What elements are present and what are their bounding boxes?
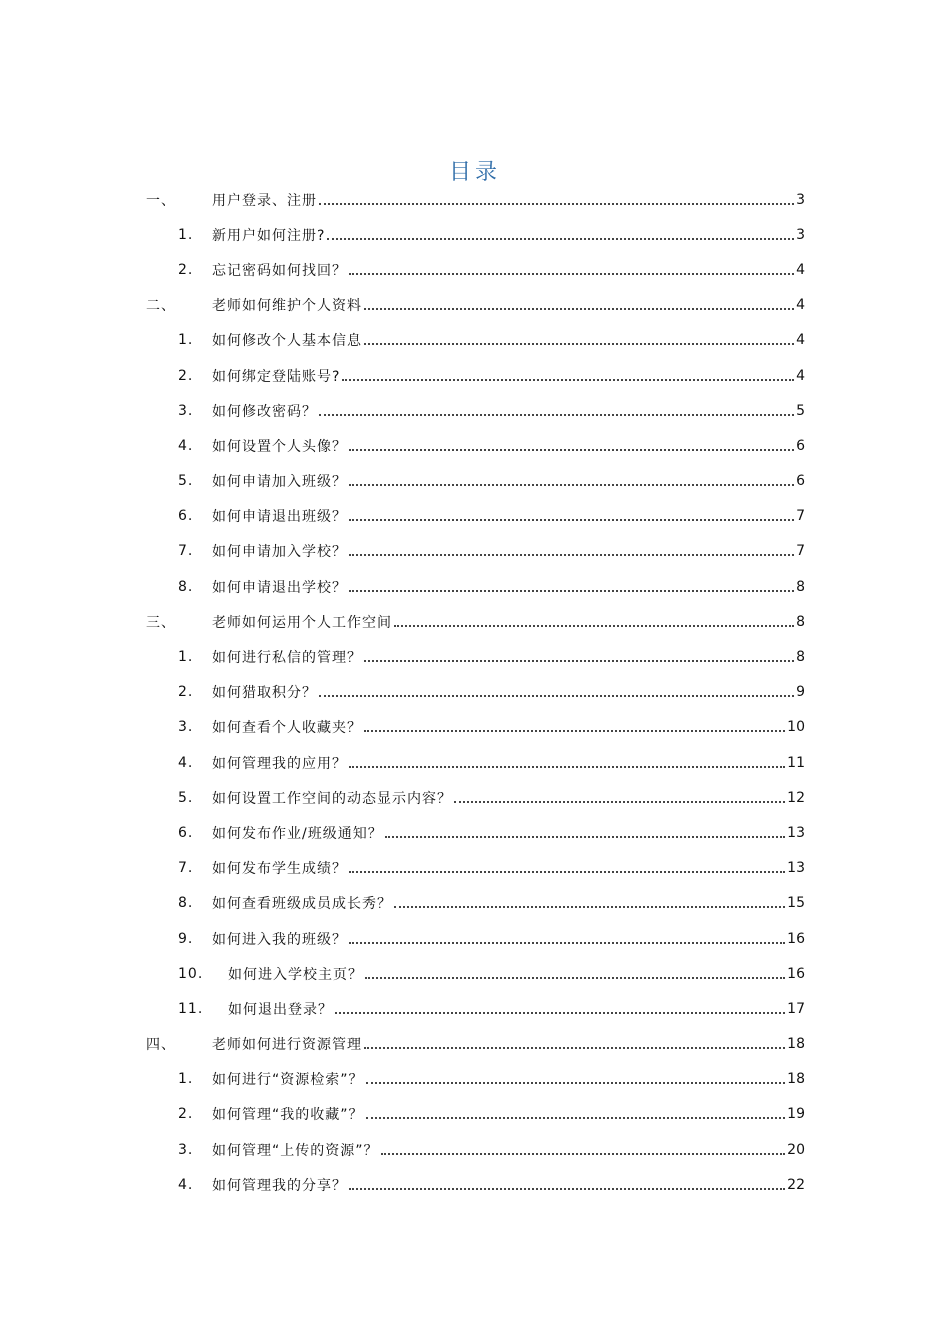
toc-entry-number: 7.	[178, 860, 194, 877]
toc-entry-number: 4.	[178, 1176, 194, 1193]
toc-entry-page: 4	[796, 297, 805, 314]
toc-entry-title[interactable]: 如何进行私信的管理？	[212, 650, 362, 667]
toc-entry[interactable]	[0, 604, 950, 639]
toc-entry-title[interactable]: 如何修改密码？	[212, 403, 317, 420]
toc-entry-title[interactable]: 如何修改个人基本信息	[212, 333, 362, 350]
toc-entry-number: 四、	[146, 1037, 176, 1054]
toc-entry[interactable]	[0, 358, 950, 393]
toc-entry-page: 4	[796, 332, 805, 349]
toc-dot-leader	[319, 203, 794, 205]
toc-entry[interactable]	[0, 288, 950, 323]
toc-dot-leader	[454, 801, 785, 803]
toc-entry[interactable]	[0, 639, 950, 674]
toc-entry-number: 8.	[178, 578, 194, 595]
toc-dot-leader	[349, 590, 794, 592]
toc-entry-title[interactable]: 如何进入学校主页？	[228, 966, 363, 983]
toc-entry-number: 4.	[178, 754, 194, 771]
toc-entry-number: 2.	[178, 261, 194, 278]
toc-dot-leader	[385, 836, 785, 838]
toc-entry-page: 6	[796, 437, 805, 454]
toc-entry-number: 二、	[146, 298, 176, 315]
toc-dot-leader	[349, 554, 794, 556]
toc-dot-leader	[349, 273, 794, 275]
toc-entry[interactable]	[0, 991, 950, 1026]
toc-entry[interactable]	[0, 393, 950, 428]
toc-entry-title[interactable]: 老师如何维护个人资料	[212, 298, 362, 315]
toc-entry-page: 18	[787, 1036, 805, 1053]
toc-entry-title[interactable]: 如何查看个人收藏夹？	[212, 720, 362, 737]
toc-entry-number: 9.	[178, 930, 194, 947]
toc-entry-number: 8.	[178, 895, 194, 912]
toc-dot-leader	[342, 379, 794, 381]
toc-dot-leader	[349, 766, 785, 768]
toc-dot-leader	[349, 484, 794, 486]
toc-dot-leader	[394, 625, 794, 627]
toc-entry[interactable]	[0, 1132, 950, 1167]
toc-entry-title[interactable]: 如何绑定登陆账号?	[212, 368, 341, 385]
toc-dot-leader	[366, 1117, 786, 1119]
toc-entry[interactable]	[0, 710, 950, 745]
toc-entry[interactable]	[0, 217, 950, 252]
toc-entry[interactable]	[0, 1027, 950, 1062]
toc-title: 目录	[448, 160, 501, 185]
toc-dot-leader	[366, 1082, 786, 1084]
toc-entry-title[interactable]: 如何发布作业/班级通知？	[212, 825, 383, 842]
toc-entry-title[interactable]: 如何管理“我的收藏”？	[212, 1107, 364, 1124]
toc-entry-number: 11.	[178, 1000, 204, 1017]
toc-entry-title[interactable]: 如何猎取积分？	[212, 685, 317, 702]
toc-entry-title[interactable]: 如何退出登录？	[228, 1001, 333, 1018]
toc-entry-number: 3.	[178, 1141, 194, 1158]
toc-entry-page: 15	[787, 895, 805, 912]
table-of-contents	[0, 182, 950, 1202]
toc-entry-page: 22	[787, 1176, 805, 1193]
toc-entry-page: 6	[796, 473, 805, 490]
toc-dot-leader	[364, 660, 794, 662]
toc-entry-number: 3.	[178, 402, 194, 419]
toc-dot-leader	[364, 1047, 785, 1049]
toc-entry[interactable]	[0, 921, 950, 956]
toc-entry-page: 17	[787, 1000, 805, 1017]
toc-entry-title[interactable]: 如何申请加入班级？	[212, 474, 347, 491]
toc-entry-page: 5	[796, 402, 805, 419]
toc-entry[interactable]	[0, 745, 950, 780]
toc-entry-title[interactable]: 如何发布学生成绩？	[212, 861, 347, 878]
toc-dot-leader	[349, 449, 794, 451]
toc-entry-number: 3.	[178, 719, 194, 736]
toc-dot-leader	[327, 238, 794, 240]
toc-entry[interactable]	[0, 182, 950, 217]
toc-dot-leader	[349, 942, 785, 944]
toc-entry[interactable]	[0, 886, 950, 921]
toc-entry-number: 1.	[178, 649, 194, 666]
toc-dot-leader	[364, 343, 794, 345]
toc-entry-page: 13	[787, 860, 805, 877]
toc-entry-page: 10	[787, 719, 805, 736]
toc-entry-title[interactable]: 如何管理我的应用？	[212, 755, 347, 772]
toc-entry-title[interactable]: 如何申请退出学校？	[212, 579, 347, 596]
toc-entry-page: 3	[796, 191, 805, 208]
toc-entry-title[interactable]: 如何管理“上传的资源”？	[212, 1142, 379, 1159]
toc-entry-page: 13	[787, 824, 805, 841]
toc-entry[interactable]	[0, 499, 950, 534]
toc-entry[interactable]	[0, 1167, 950, 1202]
toc-entry-number: 5.	[178, 473, 194, 490]
toc-entry-page: 7	[796, 543, 805, 560]
toc-dot-leader	[381, 1153, 786, 1155]
toc-entry[interactable]	[0, 428, 950, 463]
toc-dot-leader	[349, 871, 785, 873]
toc-dot-leader	[364, 308, 794, 310]
toc-entry[interactable]	[0, 569, 950, 604]
toc-entry[interactable]	[0, 851, 950, 886]
toc-entry-number: 一、	[146, 192, 176, 209]
toc-entry[interactable]	[0, 1062, 950, 1097]
toc-entry-page: 16	[787, 965, 805, 982]
toc-entry[interactable]	[0, 956, 950, 991]
toc-entry[interactable]	[0, 675, 950, 710]
toc-entry-page: 8	[796, 649, 805, 666]
toc-entry-page: 16	[787, 930, 805, 947]
toc-entry-title[interactable]: 如何进入我的班级？	[212, 931, 347, 948]
toc-entry-number: 1.	[178, 332, 194, 349]
toc-entry-title[interactable]: 如何设置工作空间的动态显示内容？	[212, 790, 452, 807]
toc-entry-title[interactable]: 用户登录、注册	[212, 192, 317, 209]
toc-entry-number: 1.	[178, 226, 194, 243]
toc-entry-page: 3	[796, 226, 805, 243]
toc-entry-title[interactable]: 如何进行“资源检索”？	[212, 1072, 364, 1089]
toc-entry-title[interactable]: 忘记密码如何找回？	[212, 262, 347, 279]
toc-entry[interactable]	[0, 1097, 950, 1132]
toc-entry-title[interactable]: 如何管理我的分享？	[212, 1177, 347, 1194]
toc-entry[interactable]	[0, 323, 950, 358]
toc-entry-number: 10.	[178, 965, 204, 982]
toc-entry-number: 2.	[178, 1106, 194, 1123]
toc-entry[interactable]	[0, 815, 950, 850]
toc-entry[interactable]	[0, 534, 950, 569]
toc-entry-number: 三、	[146, 614, 176, 631]
toc-dot-leader	[364, 730, 785, 732]
toc-dot-leader	[319, 695, 794, 697]
toc-dot-leader	[319, 414, 794, 416]
toc-entry-page: 8	[796, 578, 805, 595]
toc-entry-page: 4	[796, 367, 805, 384]
toc-entry[interactable]	[0, 252, 950, 287]
toc-entry-number: 2.	[178, 367, 194, 384]
toc-entry-title[interactable]: 老师如何运用个人工作空间	[212, 614, 392, 631]
toc-entry-title[interactable]: 如何申请退出班级？	[212, 509, 347, 526]
toc-entry-page: 19	[787, 1106, 805, 1123]
toc-entry-page: 7	[796, 508, 805, 525]
toc-entry[interactable]	[0, 780, 950, 815]
toc-entry-number: 6.	[178, 824, 194, 841]
toc-entry-title[interactable]: 如何查看班级成员成长秀？	[212, 896, 392, 913]
toc-dot-leader	[349, 1188, 785, 1190]
toc-entry-title[interactable]: 如何设置个人头像？	[212, 438, 347, 455]
toc-entry-page: 11	[787, 754, 805, 771]
toc-entry-title[interactable]: 新用户如何注册?	[212, 227, 326, 244]
toc-entry-number: 6.	[178, 508, 194, 525]
toc-entry-number: 7.	[178, 543, 194, 560]
toc-entry-page: 18	[787, 1071, 805, 1088]
toc-entry[interactable]	[0, 464, 950, 499]
toc-entry-page: 4	[796, 261, 805, 278]
toc-entry-title[interactable]: 老师如何进行资源管理	[212, 1037, 362, 1054]
toc-dot-leader	[335, 1012, 785, 1014]
toc-entry-number: 1.	[178, 1071, 194, 1088]
toc-entry-number: 2.	[178, 684, 194, 701]
toc-entry-number: 5.	[178, 789, 194, 806]
toc-entry-title[interactable]: 如何申请加入学校？	[212, 544, 347, 561]
toc-dot-leader	[365, 977, 785, 979]
toc-dot-leader	[394, 906, 785, 908]
toc-entry-page: 20	[787, 1141, 805, 1158]
toc-entry-number: 4.	[178, 437, 194, 454]
toc-entry-page: 8	[796, 613, 805, 630]
toc-dot-leader	[349, 519, 794, 521]
toc-entry-page: 9	[796, 684, 805, 701]
toc-entry-page: 12	[787, 789, 805, 806]
